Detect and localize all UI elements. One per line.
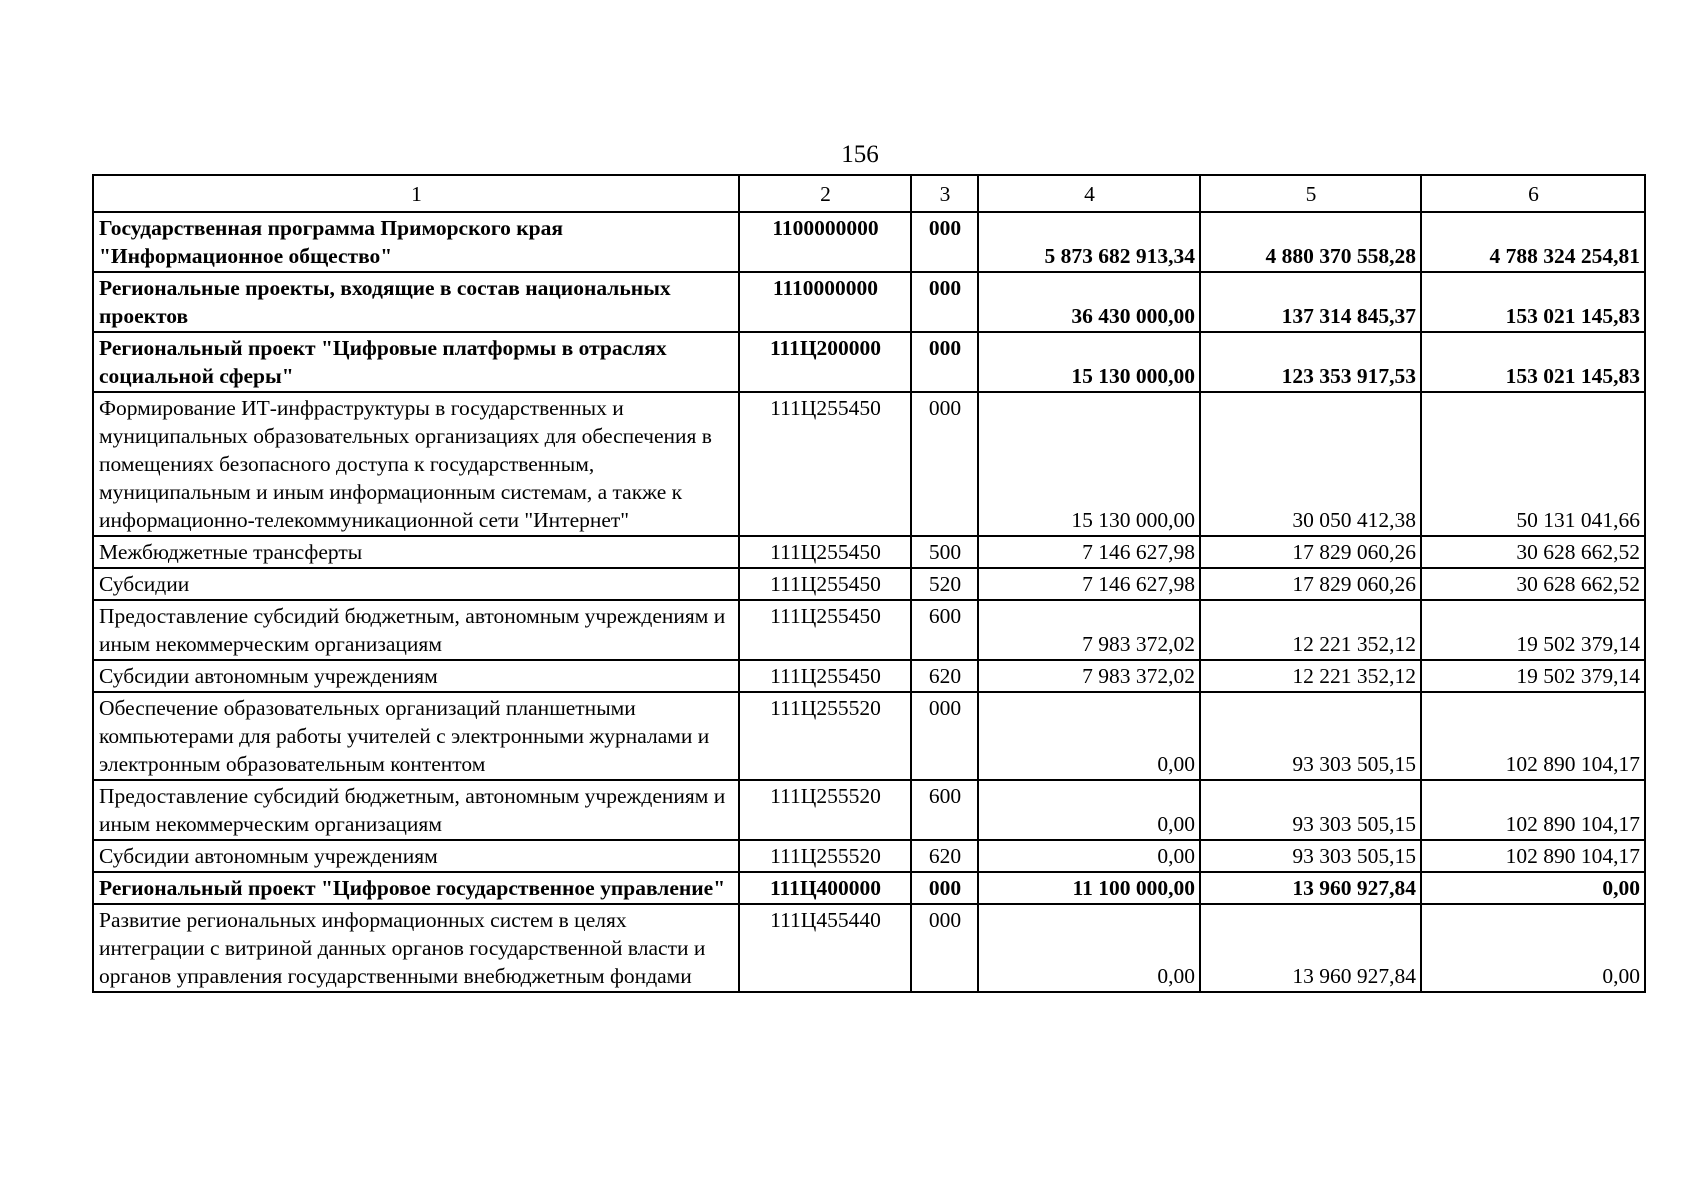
table-row: [93, 392, 1645, 536]
row-code-cell: 111Ц255450: [739, 600, 911, 660]
row-value-col5: 123 353 917,53: [1200, 332, 1421, 392]
row-value-col4: 7 146 627,98: [978, 568, 1200, 600]
row-code-cell: 1110000000: [739, 272, 911, 332]
row-name-cell: Региональные проекты, входящие в состав национальных проектов: [93, 272, 739, 332]
row-value-col5: 13 960 927,84: [1200, 904, 1421, 992]
column-header-6: 6: [1421, 175, 1645, 212]
row-type-code-cell: 000: [911, 692, 978, 780]
row-name-cell: Обеспечение образовательных организаций планшетными компьютерами для работы учителей с электронными журналами и электронным образовательным контентом: [93, 692, 739, 780]
row-value-col5: 30 050 412,38: [1200, 392, 1421, 536]
row-value-col6: 19 502 379,14: [1421, 660, 1645, 692]
row-value-col4: 15 130 000,00: [978, 332, 1200, 392]
row-type-code-cell: 000: [911, 332, 978, 392]
row-value-col4: 5 873 682 913,34: [978, 212, 1200, 272]
row-name-cell: Субсидии автономным учреждениям: [93, 660, 739, 692]
row-value-col6: 0,00: [1421, 872, 1645, 904]
row-code-cell: 111Ц455440: [739, 904, 911, 992]
column-header-2: 2: [739, 175, 911, 212]
table-row: [93, 780, 1645, 840]
row-value-col6: 50 131 041,66: [1421, 392, 1645, 536]
row-value-col4: 36 430 000,00: [978, 272, 1200, 332]
row-type-code-cell: 000: [911, 872, 978, 904]
row-value-col6: 153 021 145,83: [1421, 332, 1645, 392]
row-type-code-cell: 620: [911, 660, 978, 692]
table-header-row: [93, 175, 1645, 212]
row-value-col6: 153 021 145,83: [1421, 272, 1645, 332]
row-type-code-cell: 000: [911, 272, 978, 332]
row-value-col5: 17 829 060,26: [1200, 536, 1421, 568]
row-name-cell: Субсидии: [93, 568, 739, 600]
row-value-col6: 30 628 662,52: [1421, 536, 1645, 568]
row-value-col6: 102 890 104,17: [1421, 692, 1645, 780]
column-header-3: 3: [911, 175, 978, 212]
row-value-col5: 93 303 505,15: [1200, 840, 1421, 872]
row-code-cell: 111Ц255520: [739, 840, 911, 872]
row-value-col4: 7 983 372,02: [978, 600, 1200, 660]
row-value-col4: 0,00: [978, 692, 1200, 780]
row-value-col4: 0,00: [978, 904, 1200, 992]
row-value-col5: 93 303 505,15: [1200, 692, 1421, 780]
row-value-col4: 15 130 000,00: [978, 392, 1200, 536]
page-number: 156: [841, 141, 879, 168]
row-name-cell: Предоставление субсидий бюджетным, автономным учреждениям и иным некоммерческим организациям: [93, 600, 739, 660]
table-body: [93, 212, 1645, 992]
row-code-cell: 111Ц400000: [739, 872, 911, 904]
row-name-cell: Региональный проект "Цифровые платформы в отраслях социальной сферы": [93, 332, 739, 392]
row-name-cell: Формирование ИТ-инфраструктуры в государственных и муниципальных образовательных организациях для обеспечения в помещениях безопасного доступа к государственным, муниципальным и иным информационным системам, а также к информационно-телекоммуникационной сети "Интернет": [93, 392, 739, 536]
row-value-col5: 4 880 370 558,28: [1200, 212, 1421, 272]
row-value-col5: 13 960 927,84: [1200, 872, 1421, 904]
table-row: [93, 840, 1645, 872]
row-value-col6: 30 628 662,52: [1421, 568, 1645, 600]
row-name-cell: Государственная программа Приморского края "Информационное общество": [93, 212, 739, 272]
row-value-col4: 0,00: [978, 840, 1200, 872]
row-name-cell: Субсидии автономным учреждениям: [93, 840, 739, 872]
column-header-5: 5: [1200, 175, 1421, 212]
row-name-cell: Развитие региональных информационных систем в целях интеграции с витриной данных органов государственной власти и органов управления государственными внебюджетным фондами: [93, 904, 739, 992]
row-value-col5: 137 314 845,37: [1200, 272, 1421, 332]
row-type-code-cell: 600: [911, 600, 978, 660]
row-value-col5: 93 303 505,15: [1200, 780, 1421, 840]
row-type-code-cell: 500: [911, 536, 978, 568]
row-value-col6: 0,00: [1421, 904, 1645, 992]
row-name-cell: Региональный проект "Цифровое государственное управление": [93, 872, 739, 904]
table-row: [93, 212, 1645, 272]
row-code-cell: 111Ц255520: [739, 780, 911, 840]
table-row: [93, 872, 1645, 904]
table-row: [93, 904, 1645, 992]
column-header-4: 4: [978, 175, 1200, 212]
table-row: [93, 272, 1645, 332]
row-code-cell: 111Ц255520: [739, 692, 911, 780]
budget-table: [92, 174, 1646, 993]
table-row: [93, 692, 1645, 780]
row-name-cell: Межбюджетные трансферты: [93, 536, 739, 568]
row-value-col6: 4 788 324 254,81: [1421, 212, 1645, 272]
row-code-cell: 111Ц255450: [739, 536, 911, 568]
row-value-col6: 102 890 104,17: [1421, 840, 1645, 872]
row-value-col5: 17 829 060,26: [1200, 568, 1421, 600]
row-type-code-cell: 520: [911, 568, 978, 600]
row-type-code-cell: 620: [911, 840, 978, 872]
row-code-cell: 111Ц255450: [739, 660, 911, 692]
table-row: [93, 660, 1645, 692]
row-value-col6: 102 890 104,17: [1421, 780, 1645, 840]
row-value-col6: 19 502 379,14: [1421, 600, 1645, 660]
row-value-col4: 7 146 627,98: [978, 536, 1200, 568]
row-code-cell: 111Ц255450: [739, 568, 911, 600]
row-type-code-cell: 000: [911, 904, 978, 992]
row-code-cell: 1100000000: [739, 212, 911, 272]
row-type-code-cell: 000: [911, 212, 978, 272]
table-row: [93, 536, 1645, 568]
table-row: [93, 568, 1645, 600]
row-code-cell: 111Ц255450: [739, 392, 911, 536]
row-value-col4: 0,00: [978, 780, 1200, 840]
row-type-code-cell: 000: [911, 392, 978, 536]
row-value-col4: 7 983 372,02: [978, 660, 1200, 692]
row-code-cell: 111Ц200000: [739, 332, 911, 392]
row-value-col5: 12 221 352,12: [1200, 660, 1421, 692]
column-header-1: 1: [93, 175, 739, 212]
row-value-col4: 11 100 000,00: [978, 872, 1200, 904]
table-row: [93, 600, 1645, 660]
row-value-col5: 12 221 352,12: [1200, 600, 1421, 660]
row-name-cell: Предоставление субсидий бюджетным, автономным учреждениям и иным некоммерческим организациям: [93, 780, 739, 840]
table-row: [93, 332, 1645, 392]
row-type-code-cell: 600: [911, 780, 978, 840]
